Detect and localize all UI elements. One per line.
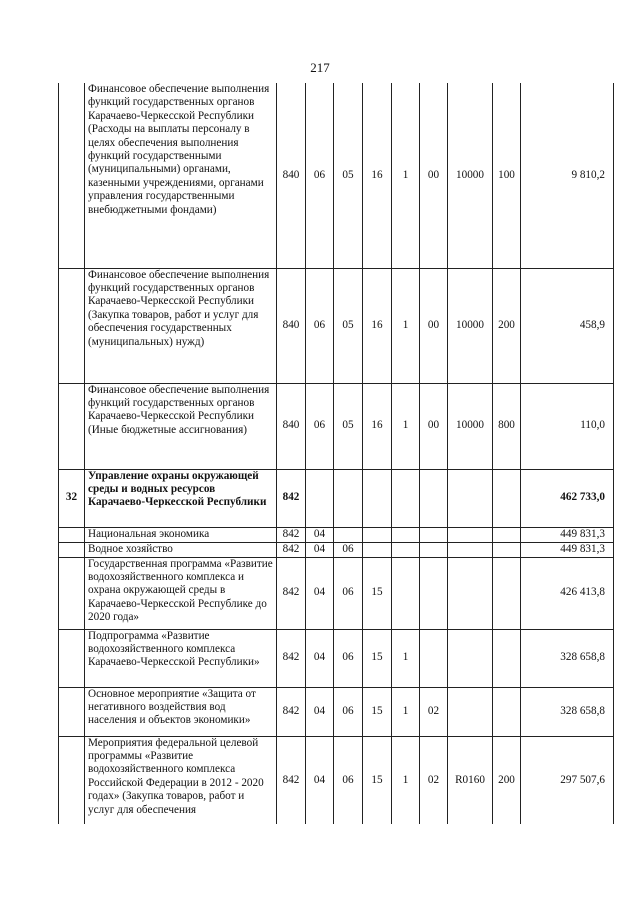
section-code: 06 xyxy=(306,383,334,469)
event-code xyxy=(420,629,448,687)
direction-code xyxy=(448,687,493,736)
row-name: Финансовое обеспечение выполнения функций государственных органов Карачаево-Черкесской Республики (Иные бюджетные ассигнования) xyxy=(85,383,277,469)
program-code: 16 xyxy=(363,383,392,469)
table-row xyxy=(59,268,614,383)
subsection-code: 06 xyxy=(334,629,363,687)
direction-code xyxy=(448,469,493,527)
subsection-code xyxy=(334,527,363,542)
event-code: 02 xyxy=(420,736,448,824)
direction-code xyxy=(448,557,493,629)
direction-code: 10000 xyxy=(448,83,493,268)
event-code xyxy=(420,557,448,629)
section-code: 04 xyxy=(306,687,334,736)
event-code: 02 xyxy=(420,687,448,736)
section-code: 04 xyxy=(306,736,334,824)
ved-code: 842 xyxy=(277,629,306,687)
table-row xyxy=(59,736,614,824)
table-row xyxy=(59,83,614,268)
expense-type-code: 100 xyxy=(493,83,521,268)
expense-type-code xyxy=(493,542,521,557)
amount: 297 507,6 xyxy=(521,736,614,824)
event-code xyxy=(420,469,448,527)
section-code: 04 xyxy=(306,557,334,629)
subsection-code: 05 xyxy=(334,268,363,383)
direction-code: 10000 xyxy=(448,383,493,469)
row-number xyxy=(59,268,85,383)
amount: 449 831,3 xyxy=(521,542,614,557)
row-name: Государственная программа «Развитие водохозяйственного комплекса и охрана окружающей среды в Карачаево-Черкесской Республике до 2020 года» xyxy=(85,557,277,629)
expense-type-code xyxy=(493,687,521,736)
subsection-code xyxy=(334,469,363,527)
ved-code: 842 xyxy=(277,557,306,629)
amount: 328 658,8 xyxy=(521,687,614,736)
row-number xyxy=(59,542,85,557)
subsection-code: 06 xyxy=(334,557,363,629)
row-name: Финансовое обеспечение выполнения функций государственных органов Карачаево-Черкесской Республики (Закупка товаров, работ и услуг для обеспечения государственных (муниципальных) нужд) xyxy=(85,268,277,383)
event-code xyxy=(420,542,448,557)
direction-code xyxy=(448,527,493,542)
program-code: 16 xyxy=(363,83,392,268)
row-name: Мероприятия федеральной целевой программы «Развитие водохозяйственного комплекса Российской Федерации в 2012 - 2020 годах» (Закупка товаров, работ и услуг для обеспечения xyxy=(85,736,277,824)
row-name: Подпрограмма «Развитие водохозяйственного комплекса Карачаево-Черкесской Республики» xyxy=(85,629,277,687)
subprogram-code: 1 xyxy=(392,268,420,383)
section-code: 04 xyxy=(306,527,334,542)
subsection-code: 06 xyxy=(334,687,363,736)
event-code: 00 xyxy=(420,83,448,268)
program-code xyxy=(363,542,392,557)
row-number xyxy=(59,736,85,824)
expense-type-code xyxy=(493,557,521,629)
subprogram-code: 1 xyxy=(392,383,420,469)
table-row xyxy=(59,687,614,736)
ved-code: 842 xyxy=(277,527,306,542)
budget-table xyxy=(58,83,614,824)
ved-code: 840 xyxy=(277,268,306,383)
program-code: 16 xyxy=(363,268,392,383)
budget-table-body xyxy=(59,83,614,824)
subsection-code: 05 xyxy=(334,383,363,469)
table-row xyxy=(59,542,614,557)
subprogram-code: 1 xyxy=(392,687,420,736)
expense-type-code: 200 xyxy=(493,736,521,824)
subsection-code: 06 xyxy=(334,736,363,824)
direction-code xyxy=(448,629,493,687)
row-number xyxy=(59,83,85,268)
amount: 462 733,0 xyxy=(521,469,614,527)
subsection-code: 05 xyxy=(334,83,363,268)
amount: 328 658,8 xyxy=(521,629,614,687)
section-code: 06 xyxy=(306,268,334,383)
direction-code: 10000 xyxy=(448,268,493,383)
program-code: 15 xyxy=(363,736,392,824)
row-name: Основное мероприятие «Защита от негативного воздействия вод населения и объектов экономики» xyxy=(85,687,277,736)
table-row xyxy=(59,629,614,687)
subprogram-code: 1 xyxy=(392,629,420,687)
expense-type-code xyxy=(493,527,521,542)
section-code: 06 xyxy=(306,83,334,268)
subprogram-code xyxy=(392,542,420,557)
row-number xyxy=(59,383,85,469)
row-name: Водное хозяйство xyxy=(85,542,277,557)
row-name: Управление охраны окружающей среды и водных ресурсов Карачаево-Черкесской Республики xyxy=(85,469,277,527)
table-row xyxy=(59,527,614,542)
direction-code: R0160 xyxy=(448,736,493,824)
ved-code: 842 xyxy=(277,687,306,736)
program-code: 15 xyxy=(363,557,392,629)
subprogram-code xyxy=(392,469,420,527)
amount: 9 810,2 xyxy=(521,83,614,268)
subprogram-code xyxy=(392,527,420,542)
amount: 426 413,8 xyxy=(521,557,614,629)
table-row xyxy=(59,383,614,469)
event-code xyxy=(420,527,448,542)
page-number: 217 xyxy=(310,60,330,75)
section-code: 04 xyxy=(306,629,334,687)
subprogram-code xyxy=(392,557,420,629)
table-row xyxy=(59,557,614,629)
ved-code: 840 xyxy=(277,383,306,469)
row-number xyxy=(59,527,85,542)
amount: 449 831,3 xyxy=(521,527,614,542)
row-name: Финансовое обеспечение выполнения функций государственных органов Карачаево-Черкесской Республики (Расходы на выплаты персоналу в целях обеспечения выполнения функций государственными (муниципальными) органами, казенными учреждениями, органами управления государственными внебюджетными фондами) xyxy=(85,83,277,268)
program-code: 15 xyxy=(363,629,392,687)
program-code xyxy=(363,527,392,542)
section-code: 04 xyxy=(306,542,334,557)
direction-code xyxy=(448,542,493,557)
expense-type-code: 200 xyxy=(493,268,521,383)
expense-type-code xyxy=(493,469,521,527)
row-name: Национальная экономика xyxy=(85,527,277,542)
row-number xyxy=(59,557,85,629)
subprogram-code: 1 xyxy=(392,83,420,268)
ved-code: 840 xyxy=(277,83,306,268)
program-code xyxy=(363,469,392,527)
row-number: 32 xyxy=(59,469,85,527)
expense-type-code: 800 xyxy=(493,383,521,469)
row-number xyxy=(59,629,85,687)
ved-code: 842 xyxy=(277,469,306,527)
subsection-code: 06 xyxy=(334,542,363,557)
row-number xyxy=(59,687,85,736)
subprogram-code: 1 xyxy=(392,736,420,824)
expense-type-code xyxy=(493,629,521,687)
event-code: 00 xyxy=(420,383,448,469)
ved-code: 842 xyxy=(277,736,306,824)
program-code: 15 xyxy=(363,687,392,736)
table-row xyxy=(59,469,614,527)
amount: 458,9 xyxy=(521,268,614,383)
section-code xyxy=(306,469,334,527)
event-code: 00 xyxy=(420,268,448,383)
ved-code: 842 xyxy=(277,542,306,557)
amount: 110,0 xyxy=(521,383,614,469)
